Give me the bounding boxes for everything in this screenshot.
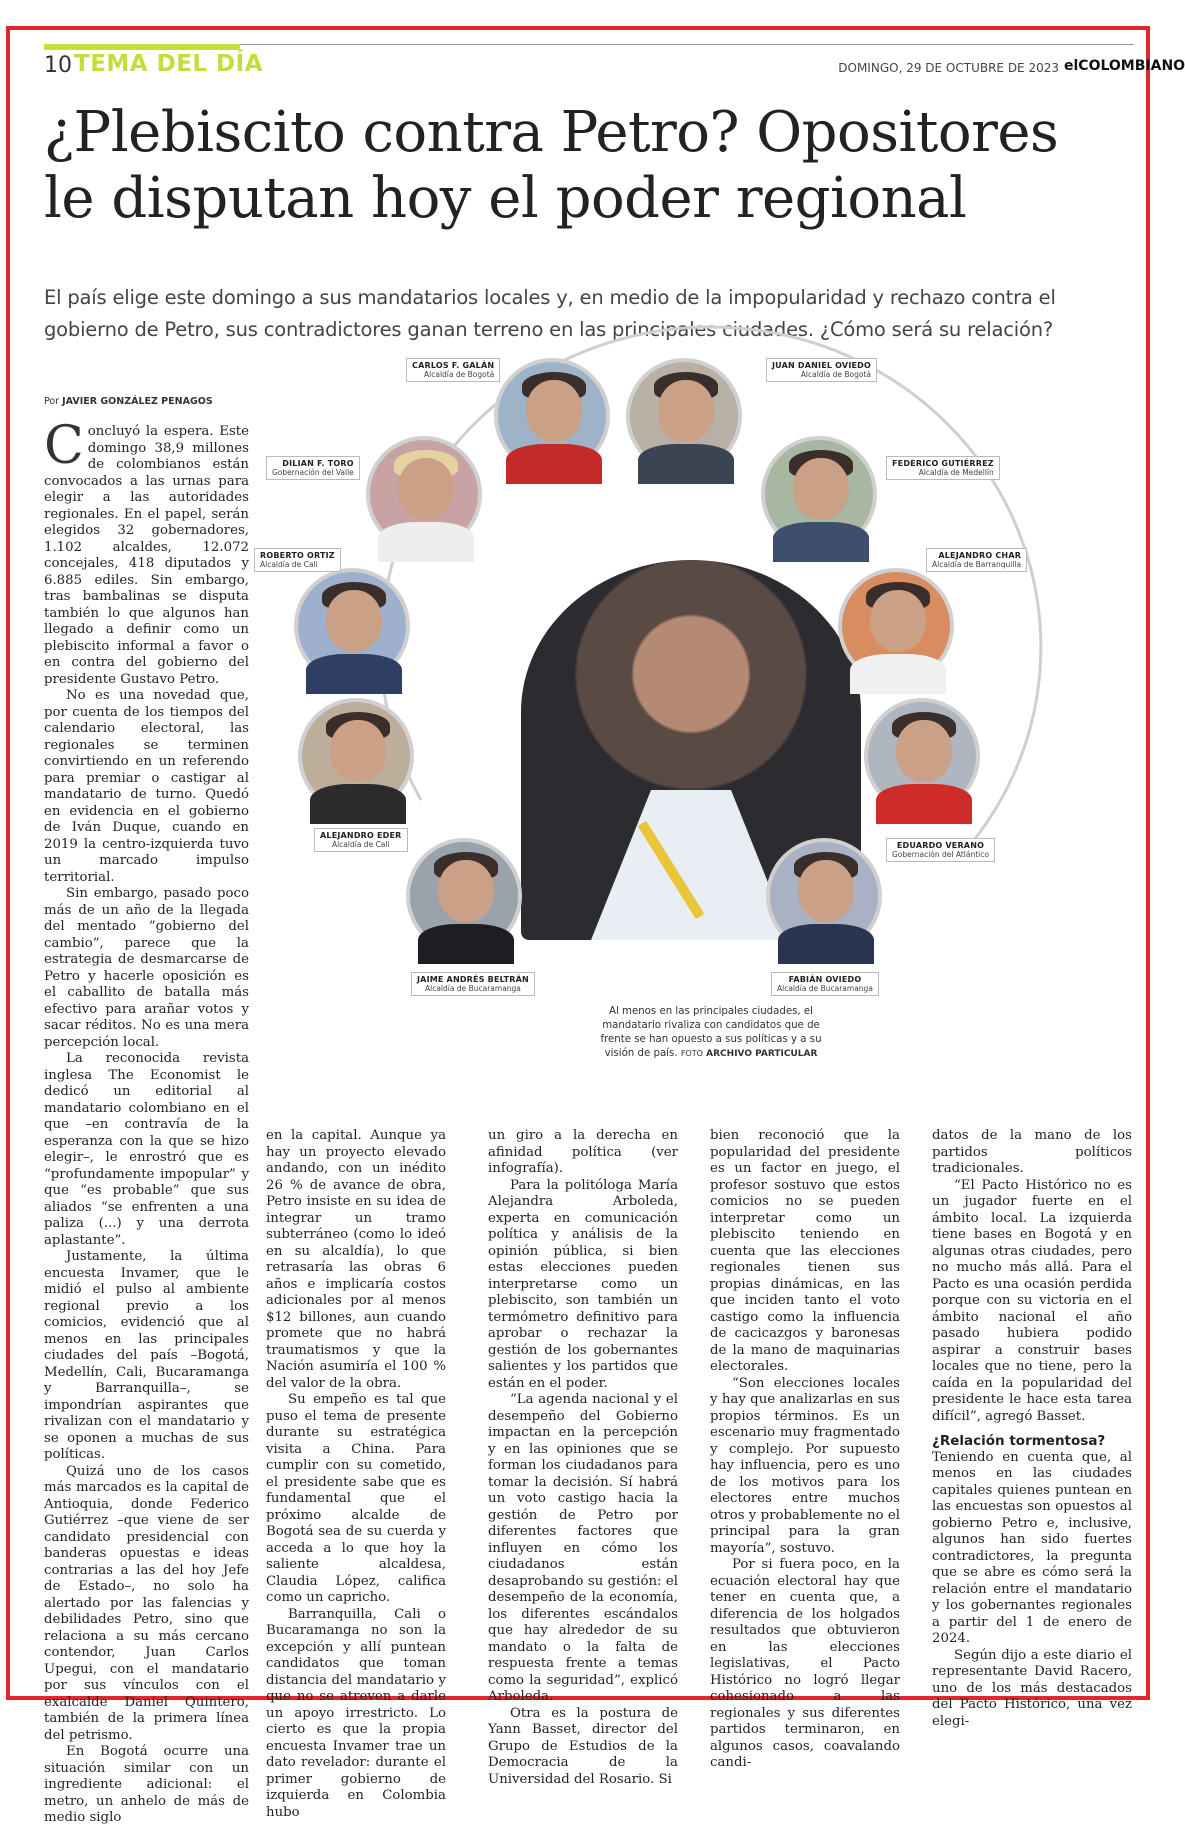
photo-credit: ARCHIVO PARTICULAR bbox=[706, 1049, 818, 1059]
candidate-name: JUAN DANIEL OVIEDO bbox=[772, 361, 872, 370]
paragraph: Por si fuera poco, en la ecuación electoral hay que tener en cuenta que, a diferencia de los holgados resultados que obtuvieron en las elecciones legislativas, el Pacto Histórico no logró llegar cohesionado a las regionales y sus diferentes partidos terminaron, en algunos casos, coavalando candi- bbox=[710, 1557, 900, 1770]
candidate-role: Alcaldía de Bucaramanga bbox=[777, 984, 873, 993]
candidate-role: Alcaldía de Bucaramanga bbox=[424, 984, 521, 993]
paragraph: “El Pacto Histórico no es un jugador fuerte en el ámbito local. La izquierda tiene bases en Bogotá y en algunas otras ciudades, pero no mucho más allá. Para el Pacto es una ocasión perdida porque con su victoria en el ámbito nacional el año pasado hubiera podido aspirar a construir bases locales que no tiene, pero la caída en la popularidad del presidente le hace esta tarea difícil”, agregó Basset. bbox=[932, 1177, 1132, 1424]
candidate-portrait bbox=[838, 568, 954, 684]
shirt-shape bbox=[591, 790, 791, 940]
paragraph: Para la politóloga María Alejandra Arboleda, experta en comunicación política y análisis de la opinión pública, si bien estas elecciones pueden interpretarse como un plebiscito, son también un termómetro definitivo para aprobar o rechazar la gestión de los gobernantes salientes y los partidos que están en el poder. bbox=[488, 1177, 678, 1391]
issue-date: DOMINGO, 29 DE OCTUBRE DE 2023 bbox=[838, 61, 1059, 75]
body-shape bbox=[876, 784, 972, 824]
article-column-4 bbox=[710, 1128, 900, 1770]
candidate-portrait bbox=[406, 838, 522, 954]
byline-prefix: Por bbox=[44, 396, 60, 407]
face-shape bbox=[896, 720, 952, 782]
face-shape bbox=[438, 860, 494, 922]
section-accent-bar bbox=[44, 44, 240, 50]
face-shape bbox=[326, 590, 382, 652]
page-number: 10 bbox=[44, 53, 72, 78]
paragraph: bien reconoció que la popularidad del presidente es un factor en juego, el profesor sostuvo que estos comicios no se pueden interpretar como un plebiscito teniendo en cuenta que las elecciones regionales tienen sus propias dinámicas, en las que inciden tanto el voto castigo como la influencia de cacicazgos y baronesas de la mano de maquinarias electorales. bbox=[710, 1128, 900, 1374]
candidate-label bbox=[411, 972, 535, 996]
face-shape bbox=[658, 380, 714, 442]
candidate-label bbox=[766, 358, 877, 382]
candidate-portrait bbox=[766, 838, 882, 954]
candidate-name: FEDERICO GUTIÉRREZ bbox=[892, 459, 994, 468]
candidate-role: Alcaldía de Barranquilla bbox=[932, 560, 1022, 569]
article-column-3 bbox=[488, 1128, 678, 1787]
subhead: ¿Relación tormentosa? bbox=[932, 1433, 1106, 1449]
candidate-portrait bbox=[298, 698, 414, 814]
candidate-label bbox=[886, 838, 995, 862]
page-header bbox=[44, 44, 1185, 81]
photo-caption bbox=[596, 1005, 826, 1061]
photo-credit-prefix: FOTO bbox=[680, 1049, 703, 1058]
article-column-1 bbox=[44, 416, 249, 1825]
candidate-label bbox=[314, 828, 408, 852]
candidate-role: Gobernación del Valle bbox=[272, 468, 354, 477]
candidate-role: Alcaldía de Cali bbox=[331, 840, 390, 849]
face-shape bbox=[398, 458, 454, 520]
body-shape bbox=[773, 522, 869, 562]
face-shape bbox=[330, 720, 386, 782]
byline-author: JAVIER GONZÁLEZ PENAGOS bbox=[62, 396, 213, 407]
paragraph: Otra es la postura de Yann Basset, director del Grupo de Estudios de la Democracia de la Universidad del Rosario. Si bbox=[488, 1705, 678, 1787]
headline-line-2: le disputan hoy el poder regional bbox=[44, 166, 967, 231]
candidate-name: CARLOS F. GALÁN bbox=[412, 361, 495, 370]
candidate-role: Alcaldía de Cali bbox=[260, 560, 318, 569]
paragraph: En Bogotá ocurre una situación similar con un ingrediente adicional: el metro, un anhelo de más de medio siglo bbox=[44, 1744, 249, 1825]
paragraph: Su empeño es tal que puso el tema de presente durante su estratégica visita a China. Para cumplir con su cometido, el presidente sabe que es fundamental que el próximo alcalde de Bogotá sea de su cuerda y acceda a lo que hoy la saliente alcaldesa, Claudia López, califica como un capricho. bbox=[266, 1392, 446, 1605]
body-shape bbox=[638, 444, 734, 484]
paragraph: Concluyó la espera. Este domingo 38,9 millones de colombianos están convocados a las urnas para elegir a las autoridades regionales. En el papel, serán elegidos 32 gobernadores, 1.102 alcaldes, 12.072 concejales, 418 diputados y 6.885 ediles. Sin embargo, tras bambalinas se disputa también lo que algunos han llegado a definir como un plebiscito informal a favor o en contra del gobierno del presidente Gustavo Petro. bbox=[44, 416, 249, 687]
paragraph: “Son elecciones locales y hay que analizarlas en sus propios términos. Es un escenario muy fragmentado y complejo. Por supuesto hay influencia, pero es uno de los motivos para los electores entre muchos otros y probablemente no el principal para la gran mayoría”, sostuvo. bbox=[710, 1375, 900, 1556]
paragraph: Quizá uno de los casos más marcados es la capital de Antioquia, donde Federico Gutiérrez –que viene de ser candidato presidencial con banderas opuestas e ideas contrarias a las del hoy Jefe de Estado–, no solo ha alertado por las falencias y debilidades Petro, sino que relaciona a su más cercano contendor, Juan Carlos Upegui, con el mandatario por sus vínculos con el exalcalde Daniel Quintero, también de la primera línea del petrismo. bbox=[44, 1463, 249, 1743]
article-column-5 bbox=[932, 1128, 1132, 1729]
candidate-portrait bbox=[761, 436, 877, 552]
paragraph: Sin embargo, pasado poco más de un año de la llegada del mentado “gobierno del cambio”, parece que la estrategia de desmarcarse de Petro y hacerle oposición es el caballito de batalla más efectivo para arañar votos y sacar réditos. No es una mera percepción local. bbox=[44, 886, 249, 1050]
deck: El país elige este domingo a sus mandatarios locales y, en medio de la impopularidad y rechazo contra el gobierno de Petro, sus contradictores ganan terreno en las principales ciudades. ¿Cómo será su relación? bbox=[44, 286, 1056, 341]
caption-text: Al menos en las principales ciudades, el mandatario rivaliza con candidatos que de frente se han opuesto a sus políticas y a su visión de país. bbox=[600, 1006, 822, 1059]
candidate-name: FABIÁN OVIEDO bbox=[788, 975, 862, 984]
paragraph: en la capital. Aunque ya hay un proyecto elevado andando, con un inédito 26 % de avance de obra, Petro insiste en su idea de integrar un tramo subterráneo (como lo ideó en su alcaldía), lo que retrasaría las obras 6 años e implicaría costos adicionales por al menos $12 billones, aun cuando promete que no habrá traumatismos y que la Nación asumiría el 100 % del valor de la obra. bbox=[266, 1128, 446, 1391]
paragraph: “La agenda nacional y el desempeño del Gobierno impactan en la percepción y en las opiniones que se forman los ciudadanos para tomar la decisión. Sí habrá un voto castigo hacia la gestión de Petro por diferentes factores que influyen en cómo los ciudadanos están desaprobando su gestión: el desempeño de la economía, los diferentes escándalos que hay alrededor de su mandato o la falta de respuesta frente a temas como la seguridad”, explicó Arboleda. bbox=[488, 1392, 678, 1704]
candidate-role: Alcaldía de Medellín bbox=[918, 468, 994, 477]
candidate-portrait bbox=[294, 568, 410, 684]
candidate-label bbox=[254, 548, 341, 572]
candidate-label bbox=[886, 456, 1000, 480]
paragraph: Según dijo a este diario el representante David Racero, uno de los más destacados del Pacto Histórico, una vez elegi- bbox=[932, 1647, 1132, 1729]
paragraph: datos de la mano de los partidos políticos tradicionales. bbox=[932, 1128, 1132, 1176]
paragraph: un giro a la derecha en afinidad política (ver infografía). bbox=[488, 1128, 678, 1176]
candidate-label bbox=[771, 972, 879, 996]
face-shape bbox=[526, 380, 582, 442]
candidate-name: EDUARDO VERANO bbox=[896, 841, 985, 850]
byline bbox=[44, 396, 284, 407]
candidate-portrait bbox=[864, 698, 980, 814]
body-shape bbox=[778, 924, 874, 964]
body-shape bbox=[418, 924, 514, 964]
face-shape bbox=[870, 590, 926, 652]
candidate-portrait bbox=[494, 358, 610, 474]
face-shape bbox=[798, 860, 854, 922]
candidate-role: Alcaldía de Bogotá bbox=[424, 370, 495, 379]
body-shape bbox=[850, 654, 946, 694]
candidate-name: DILIAN F. TORO bbox=[282, 459, 354, 468]
candidate-portrait bbox=[626, 358, 742, 474]
candidate-name: ALEJANDRO EDER bbox=[320, 831, 402, 840]
candidates-photo-collage bbox=[260, 361, 1132, 1095]
publication-logo: elCOLOMBIANO bbox=[1064, 58, 1185, 74]
face-shape bbox=[793, 458, 849, 520]
article-column-2 bbox=[266, 1128, 446, 1820]
paragraph: Justamente, la última encuesta Invamer, que le midió el pulso al ambiente regional previo a los comicios, evidenció que al menos en las principales ciudades del país –Bogotá, Medellín, Cali, Bucaramanga y Barranquilla–, se impondrían aspirantes que rivalizan con el mandatario y se oponen a muchas de sus políticas. bbox=[44, 1249, 249, 1462]
candidate-label bbox=[266, 456, 360, 480]
candidate-name: ROBERTO ORTIZ bbox=[260, 551, 335, 560]
paragraph: Barranquilla, Cali o Bucaramanga no son la excepción y allí puntean candidatos que toman distancia del mandatario y que no se atreven a darle un apoyo irrestricto. Lo cierto es que la propia encuesta Invamer trae un dato revelador: durante el primer gobierno de izquierda en Colombia hubo bbox=[266, 1606, 446, 1820]
candidate-label bbox=[406, 358, 500, 382]
candidate-role: Gobernación del Atlántico bbox=[892, 850, 989, 859]
body-shape bbox=[310, 784, 406, 824]
body-shape bbox=[378, 522, 474, 562]
candidate-role: Alcaldía de Bogotá bbox=[800, 370, 872, 379]
paragraph: Teniendo en cuenta que, al menos en las ciudades capitales quienes puntean en las encuestas son opuestos al gobierno Petro e, inclusive, algunos han sido fuertes contradictores, la pregunta que se abre es cómo será la relación entre el mandatario y los gobernantes regionales a partir del 1 de enero de 2024. bbox=[932, 1449, 1132, 1646]
paragraph: La reconocida revista inglesa The Economist le dedicó un editorial al mandatario colombiano en el que –en contravía de la esperanza con la que se hizo elegir–, le enrostró que es “profundamente impopular” y que “es probable” que sus aliados “se enfrenten a una paliza (...) y una derrota aplastante”. bbox=[44, 1051, 249, 1248]
candidate-portrait bbox=[366, 436, 482, 552]
candidate-name: ALEJANDRO CHAR bbox=[938, 551, 1022, 560]
section-title: TEMA DEL DÍA bbox=[74, 51, 264, 77]
body-shape bbox=[306, 654, 402, 694]
candidate-name: JAIME ANDRÉS BELTRÁN bbox=[417, 975, 529, 984]
candidate-label bbox=[926, 548, 1027, 572]
headline-line-1: ¿Plebiscito contra Petro? Opositores bbox=[44, 100, 1059, 165]
headline bbox=[44, 100, 1134, 232]
body-shape bbox=[506, 444, 602, 484]
paragraph: No es una novedad que, por cuenta de los tiempos del calendario electoral, las regionales se terminen convirtiendo en un referendo para premiar o castigar al mandatario de turno. Quedó en evidencia en el gobierno de Iván Duque, cuando en 2019 la centro-izquierda tuvo un marcado impulso territorial. bbox=[44, 688, 249, 885]
